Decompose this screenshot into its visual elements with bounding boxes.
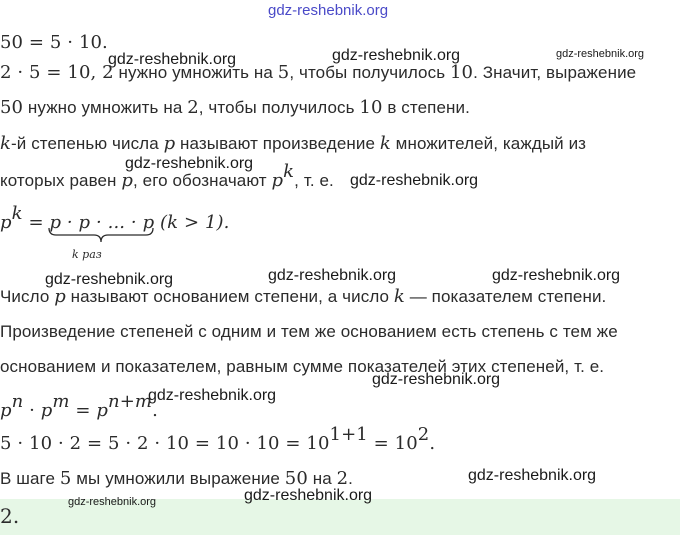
underbrace-label: k раз	[72, 248, 102, 261]
math: =	[69, 400, 97, 421]
text-line-8	[0, 356, 604, 378]
watermark: gdz-reshebnik.org	[268, 267, 397, 284]
formula-power-product	[0, 391, 158, 422]
watermark: gdz-reshebnik.org	[468, 467, 597, 484]
math: 5	[59, 468, 72, 489]
text: , чтобы получилось	[198, 98, 360, 117]
math-superscript: n+m	[108, 391, 153, 412]
math: p	[163, 133, 176, 154]
math-product: p · p · ... · p	[49, 212, 155, 233]
math: p	[96, 400, 109, 421]
math: .	[429, 433, 436, 454]
watermark: gdz-reshebnik.org	[492, 267, 621, 284]
math: = 10	[367, 433, 418, 454]
text: называют основанием степени, а число	[65, 287, 394, 306]
math-superscript: 1+1	[329, 424, 368, 445]
text: нужно умножить на	[23, 98, 188, 117]
math: 2	[336, 468, 349, 489]
math: 10	[359, 97, 383, 118]
math-superscript: k	[11, 203, 23, 224]
text: на	[307, 469, 337, 488]
math: p	[54, 286, 66, 307]
math: 50	[0, 97, 24, 118]
math-superscript: 2	[417, 424, 430, 445]
answer-value: 2.	[0, 504, 20, 528]
watermark: gdz-reshebnik.org	[68, 496, 157, 508]
watermark: gdz-reshebnik.org	[148, 387, 277, 404]
math: p	[271, 170, 284, 191]
underbrace-icon	[48, 226, 154, 244]
math: .	[152, 400, 158, 421]
text: основанием и показателем, равным сумме показателей этих степеней, т. е.	[0, 357, 605, 376]
text: множителей, каждый из	[390, 134, 587, 153]
math: p	[0, 400, 12, 421]
watermark: gdz-reshebnik.org	[125, 155, 254, 172]
text: в степени.	[382, 98, 470, 117]
watermark: gdz-reshebnik.org	[372, 371, 501, 388]
math: 50 = 5 · 10.	[0, 32, 108, 53]
watermark: gdz-reshebnik.org	[108, 51, 237, 68]
watermark: gdz-reshebnik.org	[45, 271, 174, 288]
text: мы умножили выражение	[71, 469, 285, 488]
math: (k > 1).	[154, 212, 230, 233]
text: , чтобы получилось	[289, 63, 450, 82]
math: p	[40, 400, 53, 421]
watermark: gdz-reshebnik.org	[332, 47, 461, 64]
math: 10	[450, 62, 474, 83]
watermark: gdz-reshebnik.org	[244, 487, 373, 504]
text-line-9	[0, 468, 353, 490]
watermark: gdz-reshebnik.org	[556, 48, 645, 60]
text: — показателем степени.	[404, 287, 607, 306]
math-superscript: k	[283, 161, 295, 182]
math: =	[22, 212, 50, 233]
math: k	[393, 286, 405, 307]
equation-line-1	[0, 32, 108, 54]
math: 5	[277, 62, 290, 83]
math: ·	[23, 400, 41, 421]
watermark-top: gdz-reshebnik.org	[268, 2, 389, 19]
text: нужно умножить на	[113, 63, 278, 82]
text: Число	[0, 287, 55, 306]
text: которых равен	[0, 171, 122, 190]
text-line-2	[0, 62, 636, 84]
math: k	[379, 133, 391, 154]
formula-calculation	[0, 424, 436, 455]
math-superscript: n	[11, 391, 24, 412]
text: Произведение степеней с одним и тем же основанием есть степень с тем же	[0, 322, 618, 341]
math: 2 · 5 = 10, 2	[0, 62, 114, 83]
answer-line	[0, 505, 19, 529]
text-line-3	[0, 97, 470, 119]
math: k	[0, 133, 12, 154]
text: В шаге	[0, 469, 60, 488]
math: 5 · 10 · 2 = 5 · 2 · 10 = 10 · 10 = 10	[0, 433, 330, 454]
text: . Значит, выражение	[473, 63, 637, 82]
watermark: gdz-reshebnik.org	[350, 172, 479, 189]
text-line-7	[0, 321, 618, 343]
text: -й степенью числа	[11, 134, 164, 153]
text: , его обозначают	[133, 171, 272, 190]
math: p	[121, 170, 133, 191]
math: p	[0, 212, 12, 233]
text: .	[348, 469, 353, 488]
text: называют произведение	[175, 134, 380, 153]
text-line-6	[0, 286, 606, 308]
text: , т. е.	[294, 171, 334, 190]
math: 50	[284, 468, 308, 489]
text-line-4	[0, 133, 586, 155]
math-superscript: m	[52, 391, 70, 412]
math: 2	[187, 97, 199, 118]
